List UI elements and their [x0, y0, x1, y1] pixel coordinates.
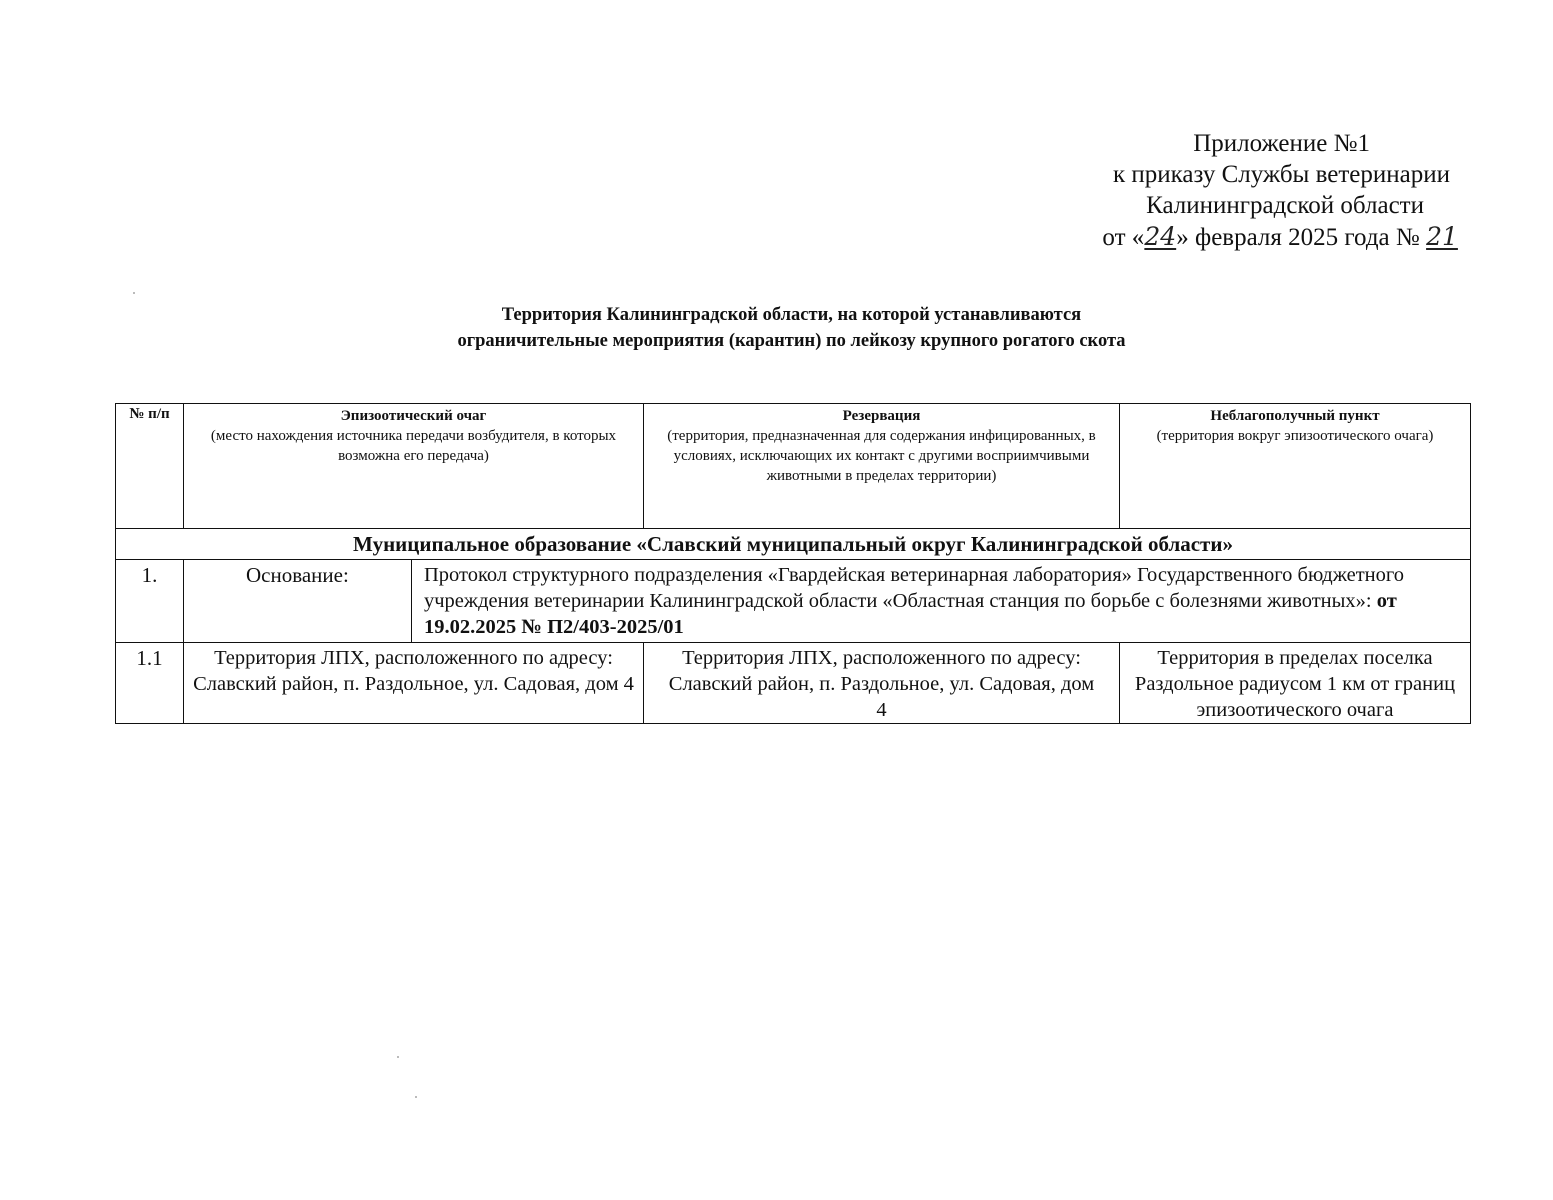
- row-num: 1.1: [116, 643, 184, 724]
- document-title-line1: Территория Калининградской области, на которой устанавливаются: [501, 305, 1082, 325]
- header-unfavorable-title: Неблагополучный пункт: [1210, 408, 1380, 424]
- header-unfavorable-sub: (территория вокруг эпизоотического очага): [1156, 428, 1434, 444]
- basis-text-main: Протокол структурного подразделения «Гвардейская ветеринарная лаборатория» Государственного бюджетного учреждения ветеринарии Калининградской области «Областная станция по борьбе с болезнями животных»:: [424, 564, 1405, 612]
- header-focus-sub: (место нахождения источника передачи возбудителя, в которых возможна его передача): [210, 428, 617, 464]
- quarantine-table: [115, 403, 1471, 724]
- header-reservation-sub: (территория, предназначенная для содержания инфицированных, в условиях, исключающих их контакт с другими восприимчивыми животными в пределах территории): [667, 428, 1096, 484]
- scan-speck: [415, 1096, 417, 1098]
- row-unfavorable: Территория в пределах поселка Раздольное радиусом 1 км от границ эпизоотического очага: [1120, 643, 1471, 724]
- table-row: [116, 643, 1471, 724]
- scan-speck: [397, 1056, 399, 1058]
- basis-row: [116, 560, 1471, 643]
- basis-text: [412, 560, 1471, 643]
- table-header-row: [116, 404, 1471, 529]
- appendix-region: Калининградской области: [1146, 192, 1424, 219]
- appendix-order-ref: к приказу Службы ветеринарии: [1112, 161, 1450, 188]
- header-unfavorable: [1120, 404, 1471, 529]
- header-reservation-title: Резервация: [842, 408, 921, 424]
- basis-label: Основание:: [184, 560, 412, 643]
- section-title: Муниципальное образование «Славский муниципальный округ Калининградской области»: [116, 529, 1471, 560]
- section-row: [116, 529, 1471, 560]
- row-reservation: Территория ЛПХ, расположенного по адресу: Славский район, п. Раздольное, ул. Садовая, дом 4: [644, 643, 1120, 724]
- order-number-handwritten: 21: [1426, 222, 1458, 251]
- document-title-line2: ограничительные мероприятия (карантин) по лейкозу крупного рогатого скота: [457, 331, 1126, 351]
- date-middle: » февраля 2025 года №: [1176, 224, 1420, 251]
- date-day-handwritten: 24: [1144, 222, 1177, 251]
- header-reservation: [644, 404, 1120, 529]
- header-num: № п/п: [116, 404, 184, 529]
- header-focus-title: Эпизоотический очаг: [340, 408, 487, 424]
- appendix-title: Приложение №1: [1193, 130, 1370, 157]
- basis-num: 1.: [116, 560, 184, 643]
- date-prefix: от «: [1102, 224, 1145, 251]
- header-focus: [184, 404, 644, 529]
- row-focus: Территория ЛПХ, расположенного по адресу: Славский район, п. Раздольное, ул. Садовая, дом 4: [184, 643, 644, 724]
- appendix-header: [998, 128, 1458, 253]
- scan-speck: [133, 292, 135, 294]
- document-title: [0, 302, 1553, 354]
- appendix-date-line: [998, 221, 1458, 253]
- basis-text-bold: от 19.02.2025 № П2/403-2025/01: [424, 590, 1397, 638]
